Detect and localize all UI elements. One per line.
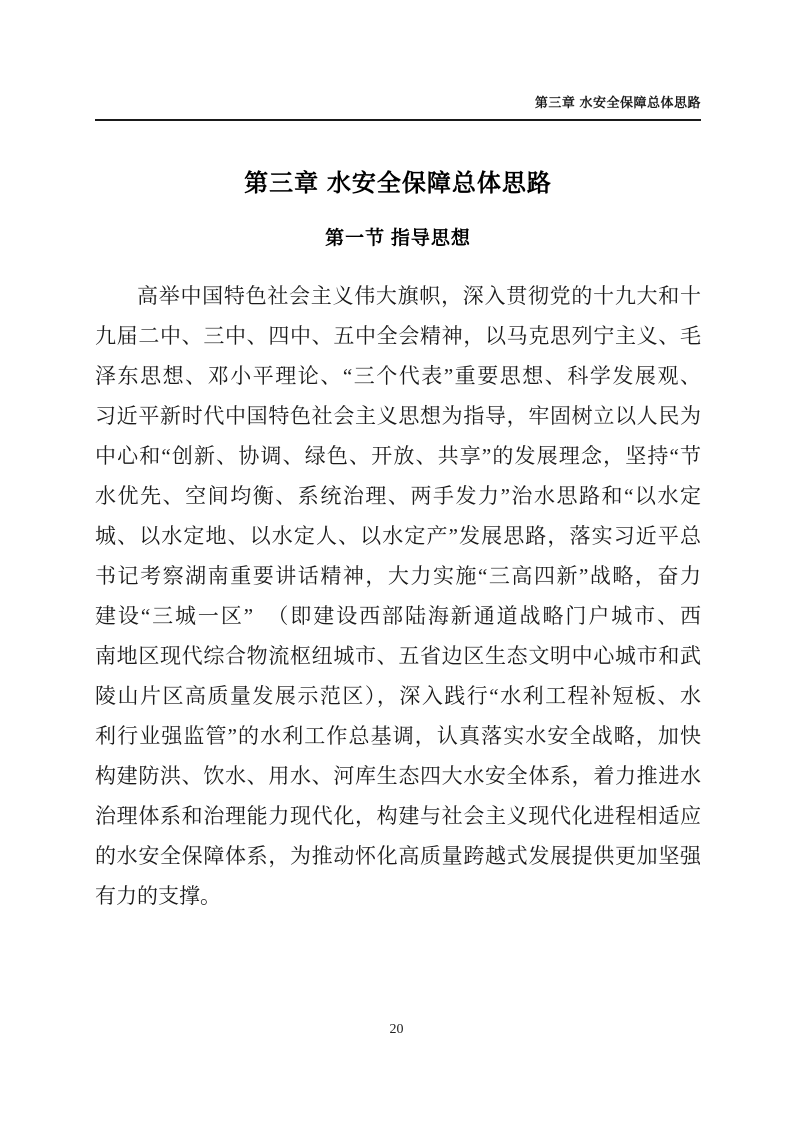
body-line: 九届二中、三中、四中、五中全会精神，以马克思列宁主义、毛	[95, 324, 701, 348]
body-line: 南地区现代综合物流枢纽城市、五省边区生态文明中心城市和武	[95, 644, 701, 668]
body-line: 利行业强监管”的水利工作总基调，认真落实水安全战略，加快	[95, 724, 701, 748]
body-line: 的水安全保障体系，为推动怀化高质量跨越式发展提供更加坚强	[95, 844, 701, 868]
header-rule	[95, 119, 701, 121]
page-number: 20	[389, 1022, 404, 1037]
body-line: 书记考察湖南重要讲话精神，大力实施“三高四新”战略，奋力	[95, 564, 701, 588]
body-line: 城、以水定地、以水定人、以水定产”发展思路，落实习近平总	[95, 524, 701, 548]
section-title: 第一节 指导思想	[325, 228, 471, 249]
running-header-title: 第三章 水安全保障总体思路	[534, 95, 701, 110]
body-line: 陵山片区高质量发展示范区），深入践行“水利工程补短板、水	[95, 684, 701, 708]
body-line: 高举中国特色社会主义伟大旗帜，深入贯彻党的十九大和十	[137, 284, 701, 308]
body-line: 水优先、空间均衡、系统治理、两手发力”治水思路和“以水定	[95, 484, 701, 508]
chapter-title: 第三章 水安全保障总体思路	[244, 170, 552, 197]
body-line: 有力的支撑。	[95, 884, 221, 908]
body-line: 建设“三城一区” （即建设西部陆海新通道战略门户城市、西	[95, 604, 701, 628]
body-line: 习近平新时代中国特色社会主义思想为指导，牢固树立以人民为	[95, 404, 701, 428]
body-line: 泽东思想、邓小平理论、“三个代表”重要思想、科学发展观、	[95, 364, 701, 388]
body-line: 中心和“创新、协调、绿色、开放、共享”的发展理念，坚持“节	[95, 444, 701, 468]
body-line: 构建防洪、饮水、用水、河库生态四大水安全体系，着力推进水	[95, 764, 701, 788]
body-line: 治理体系和治理能力现代化，构建与社会主义现代化进程相适应	[95, 804, 701, 828]
body-paragraph	[95, 276, 701, 916]
